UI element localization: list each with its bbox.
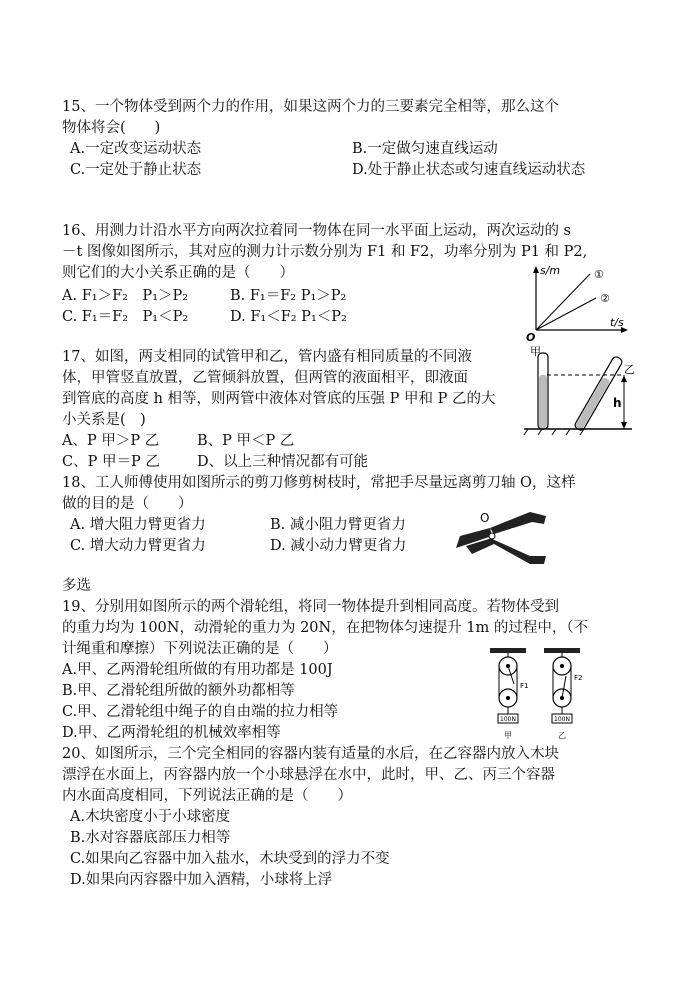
q19-option-b: B.甲、乙滑轮组所做的额外功都相等 xyxy=(62,683,295,699)
q20-option-d: D.如果向丙容器中加入酒精，小球将上浮 xyxy=(70,872,333,888)
q18-option-d: D. 减小动力臂更省力 xyxy=(270,538,407,554)
q19-weight2-label: 100N xyxy=(554,716,570,723)
q20-option-c: C.如果向乙容器中加入盐水，木块受到的浮力不变 xyxy=(70,851,390,867)
q19-option-d: D.甲、乙两滑轮组的机械效率相等 xyxy=(62,725,281,741)
q15-option-b: B.一定做匀速直线运动 xyxy=(352,141,498,157)
q15-stem-line1: 15、一个物体受到两个力的作用，如果这两个力的三要素完全相等，那么这个 xyxy=(62,99,559,115)
q18-option-c: C. 增大动力臂更省力 xyxy=(70,538,206,554)
q17-stem-line3: 到管底的高度 h 相等，则两管中液体对管底的压强 P 甲和 P 乙的大 xyxy=(62,391,496,407)
q16-option-d: D. F₁＜F₂ P₁＜P₂ xyxy=(230,309,347,325)
q19-jia-label: 甲 xyxy=(504,731,512,740)
q16-line-2 xyxy=(536,298,596,330)
q17-stem-line1: 17、如图，两支相同的试管甲和乙，管内盛有相同质量的不同液 xyxy=(62,349,472,365)
q16-stem-line2: －t 图像如图所示，其对应的测力计示数分别为 F1 和 F2，功率分别为 P1 和 P2, xyxy=(62,244,588,260)
q16-line2-label: ② xyxy=(600,292,610,305)
q20-stem-line1: 20、如图所示，三个完全相同的容器内装有适量的水后，在乙容器内放入木块 xyxy=(62,746,559,762)
q18-option-a: A. 增大阻力臂更省力 xyxy=(70,517,206,533)
q19-stem-line2: 的重力均为 100N，动滑轮的重力为 20N，在把物体匀速提升 1m 的过程中，（不 xyxy=(62,620,589,636)
q20-option-a: A.木块密度小于小球密度 xyxy=(70,809,231,825)
q19-option-c: C.甲、乙滑轮组中绳子的自由端的拉力相等 xyxy=(62,704,339,720)
q16-line1-label: ① xyxy=(594,268,604,281)
q16-line-1 xyxy=(536,274,590,330)
q20-option-b: B.水对容器底部压力相等 xyxy=(70,830,231,846)
q16-st-graph xyxy=(520,262,632,342)
q18-stem-line1: 18、工人师傅使用如图所示的剪刀修剪树枝时，常把手尽量远离剪刀轴 O，这样 xyxy=(62,475,576,491)
q17-test-tubes-figure xyxy=(520,345,640,437)
q18-scissors-figure xyxy=(450,500,550,572)
q18-stem-line2: 做的目的是（ ） xyxy=(62,496,193,512)
q17-option-d: D、以上三种情况都有可能 xyxy=(197,454,369,470)
q17-stem-line2: 体，甲管竖直放置，乙管倾斜放置，但两管的液面相平，即液面 xyxy=(62,370,468,386)
q19-yi-label: 乙 xyxy=(558,731,566,740)
q19-weight1-label: 100N xyxy=(500,716,516,723)
q17-jia-label: 甲 xyxy=(530,345,541,358)
q19-stem-line1: 19、分别用如图所示的两个滑轮组，将同一物体提升到相同高度。若物体受到 xyxy=(62,599,559,615)
q19-option-a: A.甲、乙两滑轮组所做的有用功都是 100J xyxy=(62,662,333,678)
q19-f2-label: F2 xyxy=(574,674,583,682)
q17-option-a: A、P 甲＞P 乙 xyxy=(62,433,160,449)
q15-option-c: C.一定处于静止状态 xyxy=(70,162,202,178)
q15-stem-line2: 物体将会( ) xyxy=(62,120,161,136)
section-heading: 多选 xyxy=(62,578,91,594)
q16-y-label: s/m xyxy=(540,264,561,277)
q17-option-b: B、P 甲＜P 乙 xyxy=(197,433,295,449)
q20-stem-line3: 内水面高度相同，下列说法正确的是（ ） xyxy=(62,788,352,804)
q17-stem-line4: 小关系是( ) xyxy=(62,412,146,428)
q18-option-b: B. 减小阻力臂更省力 xyxy=(270,517,406,533)
q15-option-a: A.一定改变运动状态 xyxy=(70,141,202,157)
q16-stem-line1: 16、用测力计沿水平方向两次拉着同一物体在同一水平面上运动，两次运动的 s xyxy=(62,223,571,239)
q17-option-c: C、P 甲＝P 乙 xyxy=(62,454,160,470)
q18-o-label: O xyxy=(480,511,490,525)
q16-stem-line3: 则它们的大小关系正确的是（ ） xyxy=(62,265,294,281)
q19-f1-label: F1 xyxy=(520,682,529,690)
q16-option-b: B. F₁＝F₂ P₁＞P₂ xyxy=(230,288,347,304)
q20-stem-line2: 漂浮在水面上，丙容器内放一个小球悬浮在水中，此时，甲、乙、丙三个容器 xyxy=(62,767,555,783)
q16-origin-label: O xyxy=(526,331,536,342)
q16-option-a: A. F₁＞F₂ P₁＞P₂ xyxy=(62,288,189,304)
q17-yi-label: 乙 xyxy=(624,363,635,376)
q17-h-label: h xyxy=(613,396,622,410)
q16-option-c: C. F₁＝F₂ P₁＜P₂ xyxy=(62,309,189,325)
q16-x-label: t/s xyxy=(610,316,624,329)
q19-stem-line3: 计绳重和摩擦）下列说法正确的是（ ） xyxy=(62,641,338,657)
q15-option-d: D.处于静止状态或匀速直线运动状态 xyxy=(352,162,586,178)
q19-pulley-figure xyxy=(486,646,596,744)
